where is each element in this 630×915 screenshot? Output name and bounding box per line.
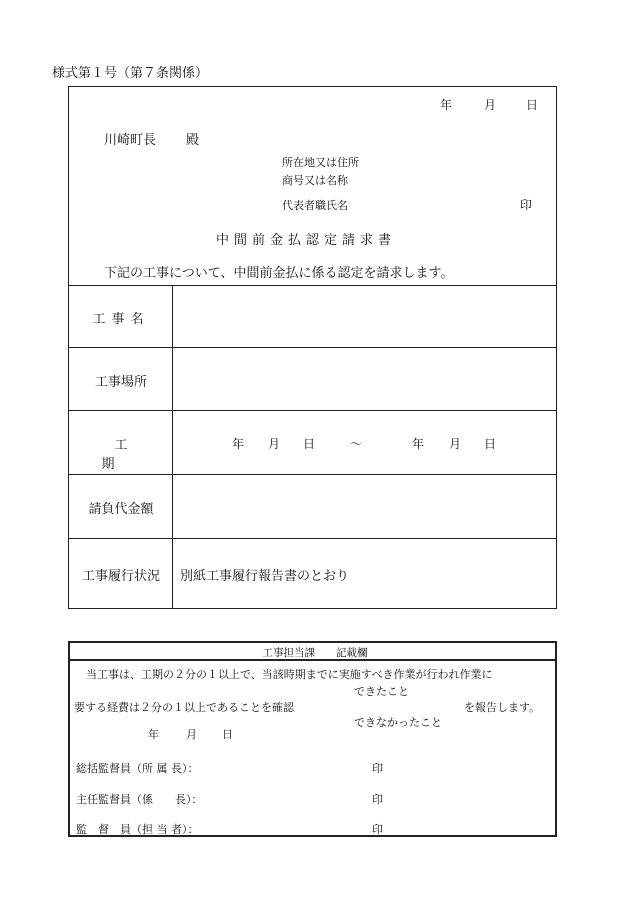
row-divider [68,538,557,539]
dept-date-day: 日 [222,728,233,741]
dept-statement-line1: 当工事は、工期の２分の１以上で、当該時期までに実施すべき作業が行われ作業に [86,668,493,681]
signer-supervisor-seal: 印 [372,823,383,836]
column-divider [172,285,173,609]
period-start-day: 日 [303,437,316,451]
row-divider [68,474,557,475]
row-label-work-name: 工事名 [92,312,150,327]
signer-general-supervisor-seal: 印 [372,762,383,775]
signer-chief-supervisor: 主任監督員（係 長）： [76,793,203,806]
signer-supervisor: 監 督 員（担 当 者）： [76,823,199,836]
row-label-contract-amount: 請負代金額 [88,502,154,517]
row-label-status: 工事履行状況 [81,569,160,584]
signer-general-supervisor: 総括監督員（所 属 長）： [76,762,199,775]
period-end-month: 月 [449,437,462,451]
row-label-period: 工期 [101,438,154,472]
dept-option-confirmed: できたこと [354,685,409,698]
row-label-work-site: 工事場所 [94,375,147,390]
signer-chief-supervisor-seal: 印 [372,793,383,806]
addressee: 川崎町長 [104,133,157,148]
row-divider [68,410,557,411]
period-end-year: 年 [412,437,425,451]
table-top-line [68,285,557,286]
period-start-year: 年 [232,437,245,451]
applicant-seal: 印 [520,198,533,212]
applicant-rep-label: 代表者職氏名 [282,199,348,212]
dept-statement-suffix: を報告します。 [464,701,541,714]
applicant-name-label: 商号又は名称 [282,174,348,187]
date-year: 年 [440,98,453,112]
applicant-address-label: 所在地又は住所 [282,156,359,169]
form-number: 様式第１号（第７条関係） [52,66,209,81]
dept-heading: 工事担当課 記載欄 [262,647,368,659]
row-divider [68,347,557,348]
dept-statement-line2: 要する経費は２分の１以上であることを確認 [74,701,294,714]
form-title: 中間前金払認定請求書 [216,233,397,248]
date-day: 日 [526,98,539,112]
status-value: 別紙工事履行報告書のとおり [180,569,350,584]
date-month: 月 [484,98,497,112]
intro-text: 下記の工事について、中間前金払に係る認定を請求します。 [104,266,454,281]
dept-date-month: 月 [186,728,197,741]
dept-date-year: 年 [148,728,159,741]
period-tilde: ～ [350,437,363,451]
period-start-month: 月 [268,437,281,451]
dept-option-not-confirmed: できなかったこと [354,716,442,729]
period-end-day: 日 [484,437,497,451]
honorific: 殿 [186,133,200,148]
